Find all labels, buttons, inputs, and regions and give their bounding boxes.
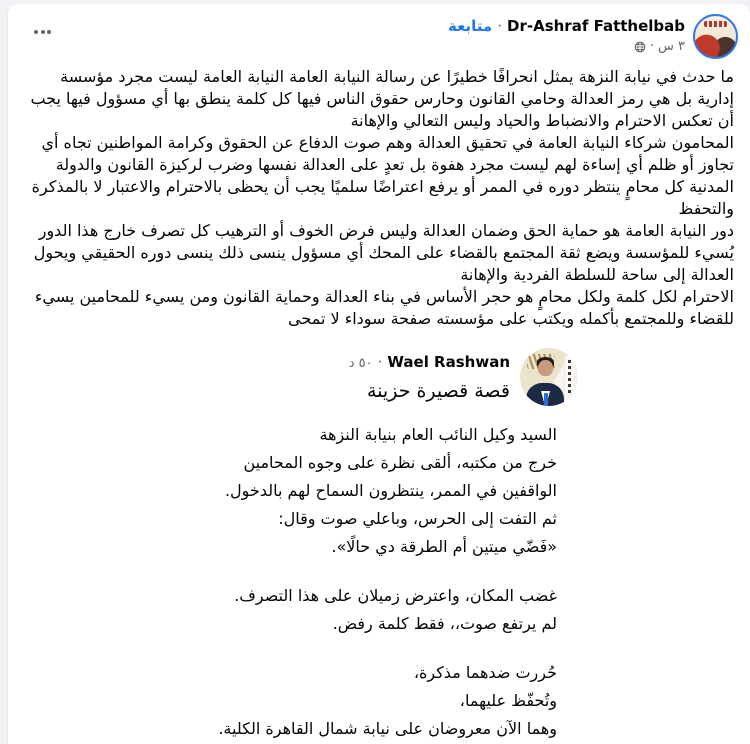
header-meta — [448, 14, 685, 54]
post-card — [8, 4, 750, 744]
avatar-art — [704, 21, 727, 27]
shared-post — [24, 348, 578, 743]
avatar-tie-art — [544, 393, 548, 406]
shared-post-timestamp[interactable]: ٥٠ د — [348, 356, 373, 371]
story-line: خرج من مكتبه، ألقى نظرة على وجوه المحامين — [243, 453, 557, 472]
shared-post-title: قصة قصيرة حزينة — [367, 380, 510, 402]
post-text — [8, 59, 750, 330]
author-avatar[interactable] — [693, 14, 738, 59]
post-timestamp[interactable]: ٣ س — [658, 39, 685, 54]
story-line: «فَضّي ميتين أم الطرقة دي حالًا». — [331, 537, 557, 556]
story-stanza — [24, 582, 557, 638]
story-line: ثم التفت إلى الحرس، وباعلي صوت وقال: — [278, 509, 557, 528]
post-paragraph: دور النيابة العامة هو حماية الحق وضمان العدالة وليس فرض الخوف أو الترهيب كل تصرف خارج هذا الدور يُسيء للمؤسسة ويضع ثقة المجتمع بالقضاء على المحك أي مسؤول ينسى ذلك ينسى دوره الحقيقي ويحول العدالة إلى ساحة للسلطة الفردية والإهانة — [33, 221, 734, 284]
shared-author-avatar[interactable] — [520, 348, 578, 406]
post-paragraph: الاحترام لكل كلمة ولكل محامٍ هو حجر الأساس في بناء العدالة وحماية القانون ومن يسيء للمحامين يسيء للقضاء وللمجتمع بأكمله ويكتب على مؤسسته صفحة سوداء لا تمحى — [34, 287, 734, 328]
post-meta-row — [448, 39, 685, 54]
avatar-side-marks-art — [568, 360, 571, 394]
more-options-button[interactable] — [30, 24, 55, 40]
story-text — [24, 421, 557, 743]
post-paragraph: المحامون شركاء النيابة العامة في تحقيق العدالة وهم صوت الدفاع عن الحقوق وكرامة المواطنين تجاه أي تجاوز أو ظلم أي إساءة لهم ليست مجرد هفوة بل تعدٍ على العدالة نفسها وضرب لركيزة القانون والدولة المدنية كل محامٍ ينتظر دوره في الممر أو يرفع اعتراضًا سلميًا يجب أن يحظى بالاحترام والاعتبار لا بالمذكرة والتحفظ — [31, 133, 734, 218]
ellipsis-dot — [47, 30, 51, 34]
shared-post-header — [24, 348, 578, 406]
author-name-row — [448, 17, 685, 36]
ellipsis-dot — [34, 30, 38, 34]
ellipsis-dot — [41, 30, 45, 34]
globe-icon — [634, 41, 646, 53]
follow-button[interactable]: متابعة — [447, 17, 493, 35]
avatar-head-art — [538, 360, 553, 376]
story-stanza — [24, 421, 557, 561]
story-line: وتُحفّظ عليهما، — [459, 691, 557, 710]
story-line: الواقفين في الممر، ينتظرون السماح لهم بالدخول. — [224, 481, 557, 500]
post-header — [8, 4, 750, 59]
story-line: السيد وكيل النائب العام بنيابة النزهة — [319, 425, 557, 444]
shared-separator-dot: · — [377, 353, 383, 371]
story-line: لم يرتفع صوت،، فقط كلمة رفض. — [332, 614, 557, 633]
story-stanza — [24, 659, 557, 743]
author-name[interactable]: Dr-Ashraf Fatthelbab — [507, 17, 685, 35]
name-separator-dot: · — [497, 17, 503, 35]
meta-separator-dot: · — [649, 39, 654, 54]
post-paragraph: ما حدث في نيابة النزهة يمثل انحرافًا خطيرًا عن رسالة النيابة العامة النيابة العامة ليست مجرد مؤسسة إدارية بل هي رمز العدالة وحامي القانون وحارس حقوق الناس فيها كل كلمة ينطق بها أي مسؤول فيها يجب أن تعكس الاحترام والانضباط والحياد وليس التعالي والإهانة — [30, 67, 734, 130]
story-line: وهما الآن معروضان على نيابة شمال القاهرة الكلية. — [218, 719, 557, 738]
shared-author-row — [349, 353, 510, 373]
shared-author-name[interactable]: Wael Rashwan — [387, 353, 510, 371]
story-line: غضب المكان، واعترض زميلان على هذا التصرف. — [234, 586, 557, 605]
story-line: حُررت ضدهما مذكرة، — [413, 663, 557, 682]
shared-post-meta — [349, 348, 510, 403]
